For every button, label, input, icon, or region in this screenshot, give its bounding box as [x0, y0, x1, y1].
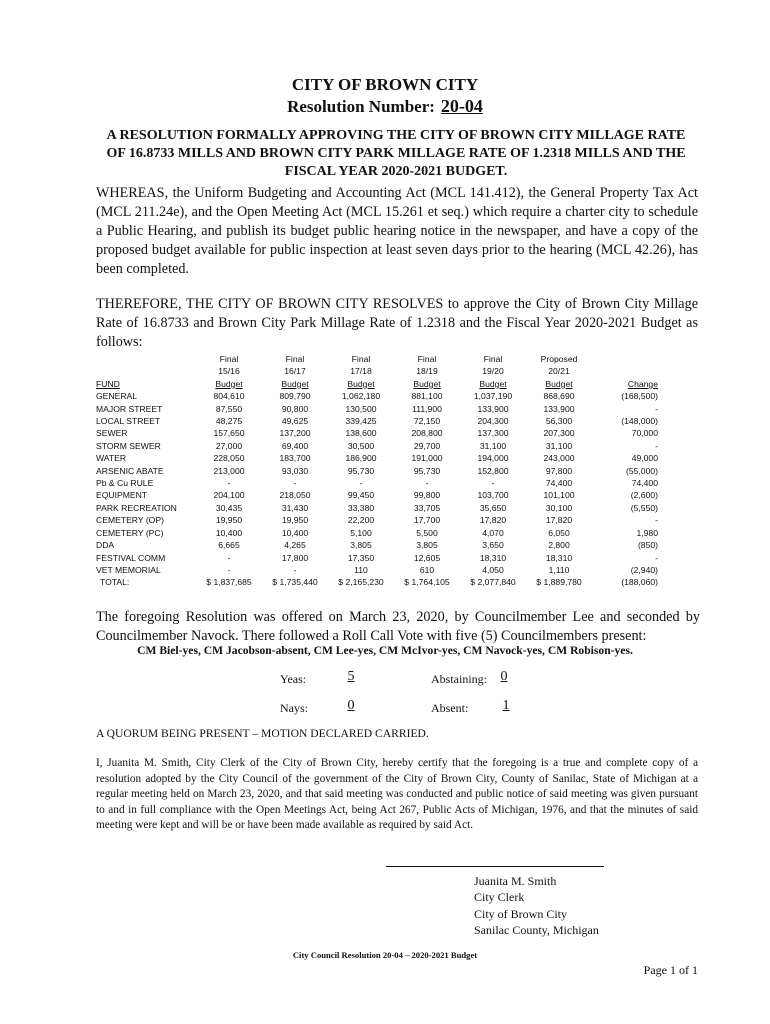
table-row: [96, 440, 662, 452]
budget-header-cell: [96, 365, 196, 377]
budget-header-cell: Budget: [413, 378, 441, 389]
budget-value-cell: 218,050: [279, 490, 311, 501]
budget-value-cell: 1,037,190: [473, 391, 513, 402]
budget-value-cell: (168,500): [621, 391, 658, 402]
budget-value-cell: 4,070: [482, 527, 504, 538]
fund-name-cell: LOCAL STREET: [96, 416, 161, 427]
table-row: [96, 527, 662, 539]
budget-header-cell: Final: [483, 354, 503, 364]
budget-value-cell: -: [655, 515, 658, 526]
budget-value-cell: -: [655, 440, 658, 451]
budget-value-cell: 69,400: [281, 440, 309, 451]
fund-name-cell: SEWER: [96, 428, 128, 439]
nays-label: Nays:: [280, 701, 308, 715]
budget-header-cell: Final: [351, 354, 371, 364]
budget-value-cell: 5,100: [350, 527, 372, 538]
budget-value-cell: 152,800: [477, 465, 509, 476]
total-value-cell: $ 2,077,840: [470, 577, 516, 588]
budget-value-cell: 204,100: [213, 490, 245, 501]
budget-value-cell: 138,600: [345, 428, 377, 439]
budget-value-cell: 137,300: [477, 428, 509, 439]
budget-header-cell: 17/18: [350, 366, 372, 377]
budget-value-cell: 191,000: [411, 453, 443, 464]
budget-header-cell: [592, 353, 662, 365]
abstaining-value: 0: [500, 669, 508, 684]
budget-value-cell: 194,000: [477, 453, 509, 464]
fund-name-cell: CEMETERY (PC): [96, 527, 164, 538]
table-row: [96, 514, 662, 526]
budget-value-cell: 4,050: [482, 564, 504, 575]
resolution-heading: A RESOLUTION FORMALLY APPROVING THE CITY OF BROWN CITY MILLAGE RATE OF 16.8733 MILLS AND BROWN CITY PARK MILLAGE RATE OF 1.2318 MILLS AND THE FISCAL YEAR 2020-2021 BUDGET.: [106, 128, 686, 179]
table-row: [96, 465, 662, 477]
budget-value-cell: 3,805: [416, 540, 438, 551]
budget-header-cell: Budget: [215, 378, 243, 389]
budget-value-cell: 99,800: [413, 490, 441, 501]
budget-value-cell: 95,730: [347, 465, 375, 476]
budget-value-cell: 137,200: [279, 428, 311, 439]
fund-name-cell: VET MEMORIAL: [96, 564, 161, 575]
budget-value-cell: 29,700: [413, 440, 441, 451]
table-row: [96, 415, 662, 427]
fund-name-cell: CEMETERY (OP): [96, 515, 164, 526]
budget-value-cell: -: [293, 564, 297, 575]
budget-value-cell: 97,800: [545, 465, 573, 476]
fund-name-cell: PARK RECREATION: [96, 502, 177, 513]
budget-value-cell: 17,820: [545, 515, 573, 526]
budget-value-cell: 1,110: [548, 564, 570, 575]
budget-value-cell: 18,310: [545, 552, 573, 563]
budget-value-cell: 4,265: [284, 540, 306, 551]
budget-value-cell: 1,980: [636, 527, 658, 538]
table-row: [96, 477, 662, 489]
budget-value-cell: 17,820: [479, 515, 507, 526]
budget-value-cell: 809,790: [279, 391, 311, 402]
budget-value-cell: 133,900: [543, 403, 575, 414]
total-value-cell: (188,060): [621, 577, 658, 588]
fund-name-cell: FESTIVAL COMM: [96, 552, 166, 563]
budget-value-cell: 213,000: [213, 465, 245, 476]
yeas-value: 5: [347, 669, 355, 684]
signer-title: City Clerk: [474, 890, 525, 905]
total-value-cell: $ 1,889,780: [536, 577, 582, 588]
budget-value-cell: 208,800: [411, 428, 443, 439]
budget-value-cell: 99,450: [347, 490, 375, 501]
budget-value-cell: 90,800: [281, 403, 309, 414]
budget-value-cell: -: [293, 478, 297, 489]
whereas-paragraph: WHEREAS, the Uniform Budgeting and Accounting Act (MCL 141.412), the General Property Tax Act (MCL 211.24e), and the Open Meeting Act (MCL 15.261 et seq.) which require a charter city to schedule a Public Hearing, and publish its budget public hearing notice in the newspaper, and have a copy of the proposed budget available for public inspection at least seven days prior to the hearing (MCL 42.26), has been completed.: [96, 185, 698, 277]
therefore-paragraph: THEREFORE, THE CITY OF BROWN CITY RESOLVES to approve the City of Brown City Millage Rate of 16.8733 and Brown City Park Millage Rate of 1.2318 and the Fiscal Year 2020-2021 Budget as follows:: [96, 296, 698, 350]
budget-header-cell: 18/19: [416, 366, 438, 377]
quorum-statement: A QUORUM BEING PRESENT – MOTION DECLARED CARRIED.: [96, 727, 429, 740]
budget-value-cell: 74,400: [545, 478, 573, 489]
budget-value-cell: 10,400: [281, 527, 309, 538]
resolution-number: 20-04: [440, 96, 483, 116]
budget-value-cell: 5,500: [416, 527, 438, 538]
budget-value-cell: 243,000: [543, 453, 575, 464]
budget-header-cell: 15/16: [218, 366, 240, 377]
absent-value: 1: [502, 698, 510, 713]
document-title: CITY OF BROWN CITY: [291, 75, 479, 94]
budget-value-cell: 6,050: [548, 527, 570, 538]
fund-name-cell: ARSENIC ABATE: [96, 465, 164, 476]
budget-value-cell: (55,000): [625, 465, 658, 476]
budget-value-cell: 17,350: [347, 552, 375, 563]
budget-header-cell: Change: [627, 378, 658, 389]
budget-value-cell: 31,100: [479, 440, 507, 451]
fund-name-cell: MAJOR STREET: [96, 403, 163, 414]
budget-header-cell: Budget: [281, 378, 309, 389]
budget-value-cell: 70,000: [631, 428, 658, 439]
budget-value-cell: 17,800: [281, 552, 309, 563]
budget-value-cell: 204,300: [477, 416, 509, 427]
budget-table: [96, 353, 662, 589]
budget-value-cell: 10,400: [215, 527, 243, 538]
page-footer: City Council Resolution 20-04 – 2020-2021 Budget: [292, 950, 478, 960]
budget-header-cell: Proposed: [540, 354, 578, 364]
roll-call-votes: CM Biel-yes, CM Jacobson-absent, CM Lee-yes, CM McIvor-yes, CM Navock-yes, CM Robison-yes.: [137, 644, 633, 657]
table-row: [96, 427, 662, 439]
budget-header-cell: Final: [219, 354, 239, 364]
budget-header-cell: [592, 365, 662, 377]
budget-value-cell: (2,600): [630, 490, 658, 501]
budget-value-cell: 12,605: [413, 552, 441, 563]
clerk-certification: I, Juanita M. Smith, City Clerk of the City of Brown City, hereby certify that the foregoing is a true and complete copy of a resolution adopted by the City Council of the government of the City of Brown City, County of Sanilac, State of Michigan at a regular meeting held on March 23, 2020, and that said meeting was conducted and public notice of said meeting was given pursuant to and in full compliance with the Open Meetings Act, being Act 267, Public Acts of Michigan, 1976, and that the minutes of said meeting were kept and will be or have been made available as required by said Act.: [96, 757, 698, 832]
budget-value-cell: 56,300: [545, 416, 573, 427]
nays-value: 0: [347, 698, 355, 713]
budget-value-cell: (2,940): [630, 564, 658, 575]
budget-value-cell: 610: [419, 564, 435, 575]
table-row: [96, 489, 662, 501]
budget-value-cell: 22,200: [347, 515, 375, 526]
budget-value-cell: 6,665: [218, 540, 240, 551]
budget-value-cell: 48,275: [215, 416, 243, 427]
budget-header-cell: [96, 353, 196, 365]
budget-value-cell: 33,380: [347, 502, 375, 513]
budget-header-row: [96, 378, 662, 390]
budget-value-cell: -: [425, 478, 429, 489]
table-row: [96, 502, 662, 514]
resolution-number-line: [0, 96, 770, 117]
table-row: [96, 539, 662, 551]
budget-value-cell: 49,625: [281, 416, 309, 427]
budget-value-cell: -: [227, 564, 231, 575]
budget-value-cell: (148,000): [621, 416, 658, 427]
signer-name: Juanita M. Smith: [474, 874, 557, 888]
budget-value-cell: 30,500: [347, 440, 375, 451]
budget-value-cell: (850): [637, 540, 658, 551]
budget-value-cell: 27,000: [215, 440, 243, 451]
budget-value-cell: 111,900: [412, 403, 442, 414]
fund-name-cell: STORM SEWER: [96, 440, 161, 451]
total-value-cell: $ 1,837,685: [206, 577, 252, 588]
budget-value-cell: 31,100: [545, 440, 573, 451]
budget-value-cell: 228,050: [213, 453, 245, 464]
budget-value-cell: 101,100: [543, 490, 575, 501]
budget-header-cell: Final: [417, 354, 437, 364]
signature-block: [474, 873, 599, 939]
page-number: Page 1 of 1: [643, 963, 698, 977]
budget-value-cell: 133,900: [477, 403, 509, 414]
abstaining-label: Abstaining:: [431, 672, 487, 686]
budget-header-row: [96, 353, 662, 365]
budget-value-cell: 186,900: [345, 453, 377, 464]
budget-header-cell: FUND: [96, 378, 120, 389]
budget-value-cell: 157,650: [213, 428, 245, 439]
budget-header-row: [96, 365, 662, 377]
table-row: [96, 552, 662, 564]
fund-name-cell: EQUIPMENT: [96, 490, 148, 501]
budget-header-cell: Budget: [479, 378, 507, 389]
signer-org: City of Brown City: [474, 906, 568, 921]
budget-header-cell: 16/17: [284, 366, 306, 377]
budget-value-cell: 19,950: [281, 515, 309, 526]
yeas-label: Yeas:: [280, 672, 307, 686]
budget-header-cell: 20/21: [548, 366, 570, 377]
budget-value-cell: (5,550): [630, 502, 658, 513]
budget-value-cell: 19,950: [215, 515, 243, 526]
budget-value-cell: 33,705: [413, 502, 441, 513]
total-label-cell: TOTAL:: [100, 577, 130, 588]
table-row: [96, 403, 662, 415]
budget-value-cell: -: [227, 478, 231, 489]
total-value-cell: $ 2,165,230: [338, 577, 384, 588]
table-row: [96, 390, 662, 402]
budget-value-cell: 93,030: [281, 465, 309, 476]
total-value-cell: $ 1,764,105: [404, 577, 450, 588]
fund-name-cell: DDA: [96, 540, 115, 551]
budget-value-cell: 95,730: [413, 465, 441, 476]
table-row: [96, 564, 662, 576]
budget-header-cell: Budget: [347, 378, 375, 389]
budget-value-cell: 881,100: [411, 391, 443, 402]
budget-header-cell: Budget: [545, 378, 573, 389]
budget-value-cell: 868,690: [543, 391, 575, 402]
budget-value-cell: 130,500: [345, 403, 377, 414]
budget-value-cell: 17,700: [413, 515, 441, 526]
budget-value-cell: 103,700: [477, 490, 509, 501]
budget-value-cell: -: [655, 403, 658, 414]
budget-value-cell: 3,805: [350, 540, 372, 551]
fund-name-cell: Pb & Cu RULE: [96, 478, 154, 489]
budget-value-cell: 30,100: [545, 502, 573, 513]
signature-line: [386, 866, 604, 867]
budget-value-cell: 804,610: [213, 391, 245, 402]
absent-label: Absent:: [431, 701, 469, 715]
budget-value-cell: 35,650: [479, 502, 507, 513]
resolution-label: Resolution Number:: [287, 97, 435, 116]
budget-value-cell: -: [359, 478, 363, 489]
budget-value-cell: 87,550: [215, 403, 243, 414]
budget-value-cell: 339,425: [345, 416, 377, 427]
offered-paragraph: The foregoing Resolution was offered on March 23, 2020, by Councilmember Lee and seconded by Councilmember Navock. There followed a Roll Call Vote with five (5) Councilmembers present:: [96, 609, 700, 644]
budget-header-cell: Final: [285, 354, 305, 364]
budget-value-cell: 110: [354, 564, 368, 575]
budget-value-cell: -: [655, 552, 658, 563]
budget-value-cell: 2,800: [548, 540, 570, 551]
budget-value-cell: 72,150: [413, 416, 441, 427]
budget-value-cell: 18,310: [479, 552, 507, 563]
budget-header-cell: 19/20: [482, 366, 504, 377]
total-value-cell: $ 1,735,440: [272, 577, 318, 588]
budget-value-cell: -: [227, 552, 231, 563]
total-row: [96, 576, 662, 588]
budget-value-cell: 1,062,180: [341, 391, 381, 402]
table-row: [96, 452, 662, 464]
signer-location: Sanilac County, Michigan: [474, 923, 599, 938]
budget-value-cell: 49,000: [631, 453, 658, 464]
budget-value-cell: 3,650: [482, 540, 504, 551]
budget-value-cell: 30,435: [215, 502, 243, 513]
budget-value-cell: 207,300: [543, 428, 575, 439]
fund-name-cell: GENERAL: [96, 391, 138, 402]
budget-value-cell: 74,400: [631, 478, 658, 489]
fund-name-cell: WATER: [96, 453, 127, 464]
budget-value-cell: 183,700: [279, 453, 311, 464]
budget-value-cell: -: [491, 478, 495, 489]
budget-value-cell: 31,430: [281, 502, 309, 513]
